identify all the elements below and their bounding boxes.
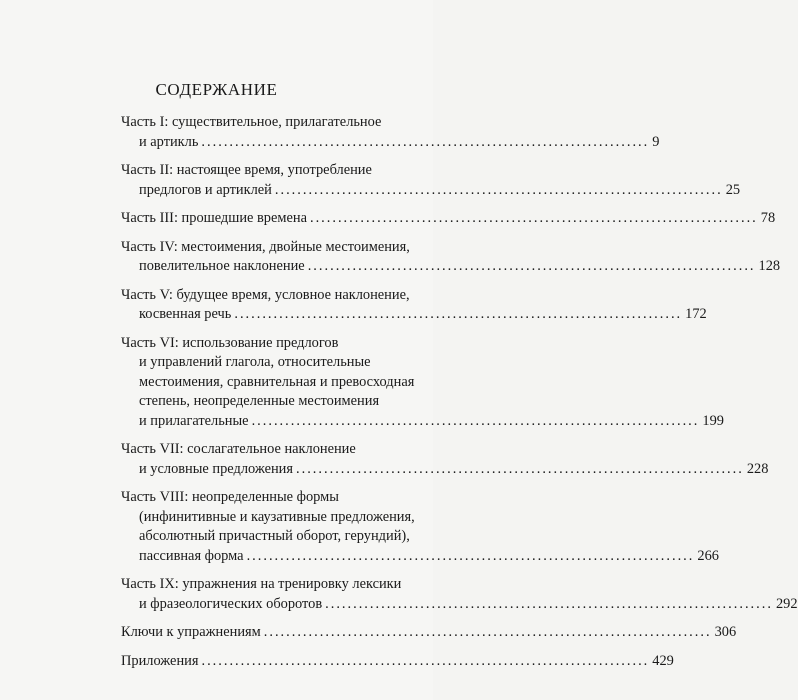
toc-entry-line: Часть I: существительное, прилагательное [121,114,382,130]
toc-entry-line: степень, неопределенные местоимения [139,393,380,409]
page-number: 429 [652,652,674,669]
toc-entry-last-line [121,412,724,432]
page-number: 199 [702,412,724,429]
page-number: 9 [652,133,660,150]
toc-entry [121,488,719,566]
toc-entry-line: предлогов и артиклей [139,181,272,198]
toc-entry-line: и условные предложения [139,460,294,477]
toc-entry-line: Часть VIII: неопределенные формы [121,489,339,505]
toc-entry [121,209,776,229]
toc-entry-last-line [121,257,781,277]
page-number: 228 [746,460,769,477]
page-number: 78 [760,210,776,226]
toc-entry [121,623,737,643]
dot-leader: ................................................................................ [309,210,758,226]
toc-entry-line: Приложения [121,652,199,669]
toc-entry-line: пассивная форма [139,547,244,564]
toc-entry [121,575,798,614]
toc-entry-line: повелительное наклонение [139,258,305,274]
toc-entry-line: Часть VI: использование предлогов [121,334,339,351]
dot-leader: ................................................................................ [325,595,773,612]
toc-entry-line: (инфинитивные и каузативные предложения, [139,508,415,525]
toc-entry-line: Часть IV: местоимения, двойные местоимения, [121,238,410,255]
page-number: 128 [758,258,781,274]
toc-entry [121,161,741,200]
table-of-contents [121,113,798,680]
toc-entry-last-line [121,305,707,325]
toc-entry-line: Часть III: прошедшие времена [121,210,307,226]
dot-leader: ................................................................................ [263,624,712,640]
toc-entry-last-line [121,623,737,643]
toc-entry-line: и прилагательные [139,412,249,429]
dot-leader: ................................................................................ [274,181,723,198]
page-number: 266 [697,547,719,564]
toc-entry-line: и фразеологических оборотов [139,595,323,612]
toc-entry-last-line [121,460,769,480]
toc-entry-last-line [121,595,798,615]
toc-entry-last-line [121,209,776,229]
toc-entry-line: абсолютный причастный оборот, герундий), [139,528,410,544]
dot-leader: ................................................................................ [307,258,756,274]
toc-entry-line: косвенная речь [139,306,232,322]
toc-entry-last-line [121,181,741,201]
toc-entry-last-line [121,133,660,153]
toc-entry-line: Часть V: будущее время, условное наклонение, [121,286,410,303]
dot-leader: ................................................................................ [201,133,650,150]
toc-entry-line: Ключи к упражнениям [121,624,261,640]
toc-entry [121,440,769,479]
page-number: 292 [775,595,798,612]
toc-entry [121,334,724,432]
dot-leader: ................................................................................ [201,652,650,669]
toc-entry [121,238,781,277]
toc-entry-line: и управлений глагола, относительные [139,354,371,370]
toc-entry-line: местоимения, сравнительная и превосходная [139,373,415,390]
toc-entry [121,286,707,325]
toc-entry-last-line [121,547,719,567]
toc-entry-last-line [121,652,674,672]
toc-entry-line: и артикль [139,133,199,150]
toc-entry-line: Часть II: настоящее время, употребление [121,162,372,178]
dot-leader: ................................................................................ [234,306,683,322]
page-number: 172 [685,306,707,322]
toc-entry [121,113,660,152]
page-number: 25 [725,181,741,198]
toc-entry [121,652,674,672]
toc-entry-line: Часть VII: сослагательное наклонение [121,441,356,457]
page-number: 306 [714,624,737,640]
toc-entry-line: Часть IX: упражнения на тренировку лексики [121,576,402,592]
dot-leader: ................................................................................ [296,460,744,477]
toc-title: СОДЕРЖАНИЕ [155,80,278,99]
dot-leader: ................................................................................ [246,547,695,564]
dot-leader: ................................................................................ [251,412,700,429]
